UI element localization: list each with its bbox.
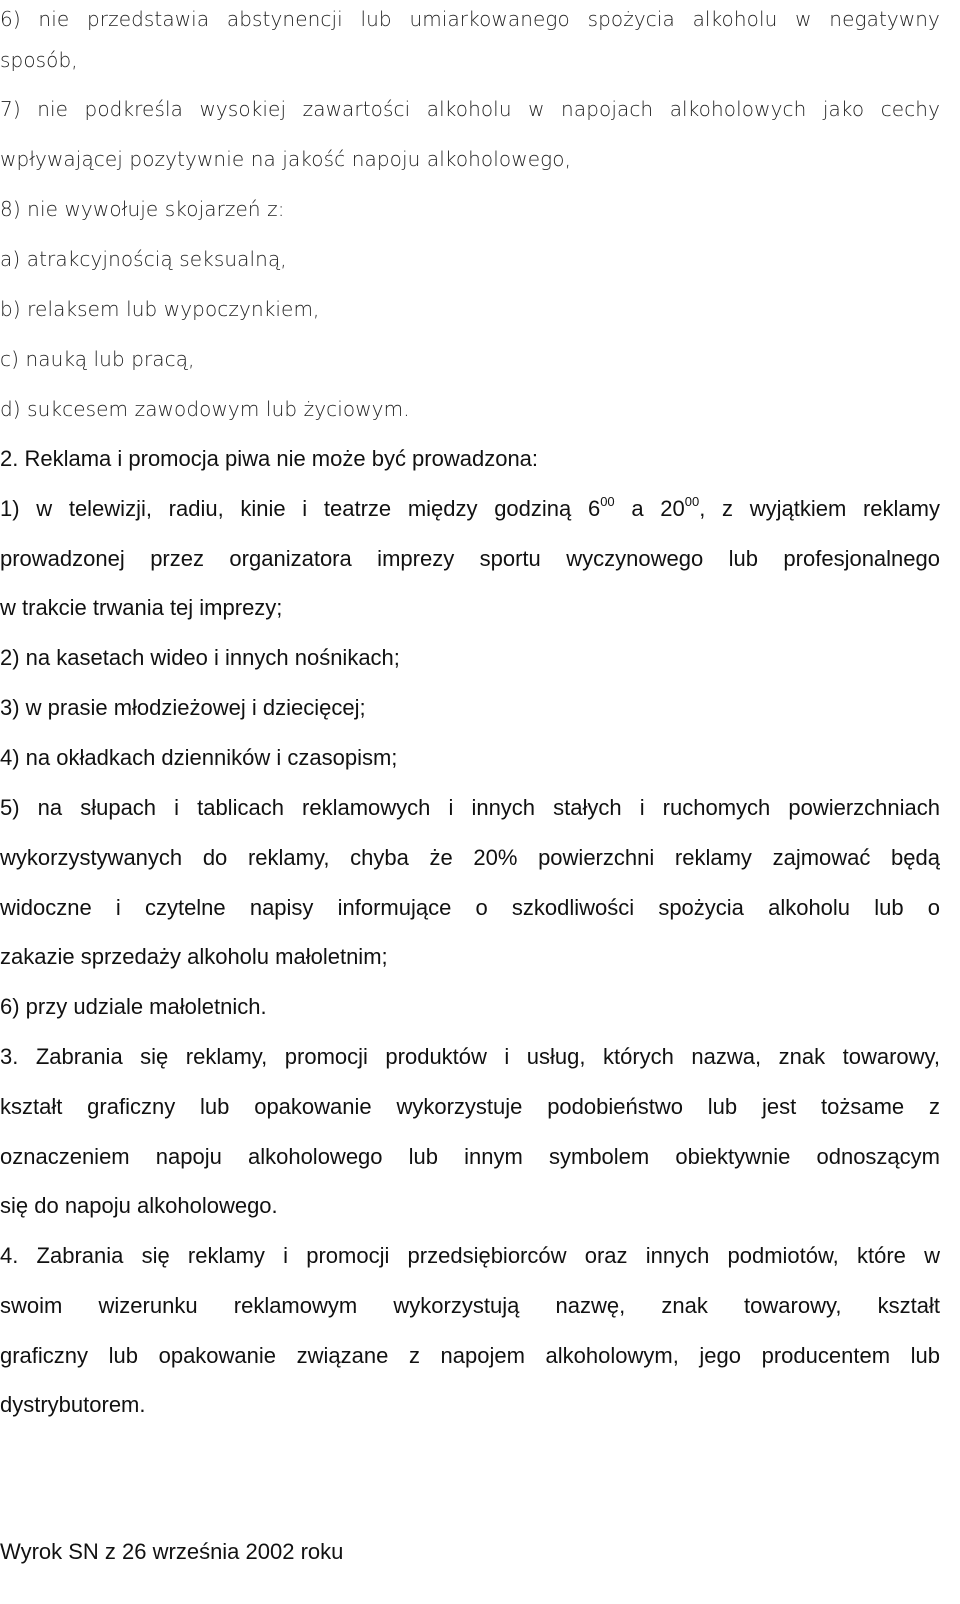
section-4-line: swoim wizerunku reklamowym wykorzystują nazwę, znak towarowy, kształt xyxy=(0,1293,940,1318)
section-2-line: w trakcie trwania tej imprezy; xyxy=(0,595,283,620)
list-item-continuation: wpływającej pozytywnie na jakość napoju alkoholowego, xyxy=(0,147,572,171)
section-4-line: 4. Zabrania się reklamy i promocji przedsiębiorców oraz innych podmiotów, które w xyxy=(0,1243,940,1268)
list-item-continuation: sposób, xyxy=(0,48,78,72)
item-1-sup-b: 00 xyxy=(684,493,700,509)
section-3-line: oznaczeniem napoju alkoholowego lub innym symbolem obiektywnie odnoszącym xyxy=(0,1144,940,1169)
item-1-text-c: , z wyjątkiem reklamy xyxy=(699,496,940,521)
section-3-line: 3. Zabrania się reklamy, promocji produktów i usług, których nazwa, znak towarowy, xyxy=(0,1044,940,1069)
section-2-item-3: 3) w prasie młodzieżowej i dziecięcej; xyxy=(0,695,366,720)
section-2-item-1 xyxy=(0,484,940,534)
item-1-sup-a: 00 xyxy=(600,493,615,509)
section-2-line: prowadzonej przez organizatora imprezy sportu wyczynowego lub profesjonalnego xyxy=(0,546,940,571)
section-4-line: graficzny lub opakowanie związane z napojem alkoholowym, jego producentem lub xyxy=(0,1343,940,1368)
section-4-line: dystrybutorem. xyxy=(0,1392,146,1417)
sub-list-item: a) atrakcyjnością seksualną, xyxy=(0,247,287,271)
section-2-item-6: 6) przy udziale małoletnich. xyxy=(0,994,267,1019)
section-2-heading: 2. Reklama i promocja piwa nie może być prowadzona: xyxy=(0,446,539,471)
item-1-text-b: a 20 xyxy=(614,496,685,521)
section-2-line: zakazie sprzedaży alkoholu małoletnim; xyxy=(0,944,388,969)
section-3-line: się do napoju alkoholowego. xyxy=(0,1193,278,1218)
item-1-text-a: 1) w telewizji, radiu, kinie i teatrze między godziną 6 xyxy=(0,496,601,521)
list-item: 7) nie podkreśla wysokiej zawartości alkoholu w napojach alkoholowych jako cechy xyxy=(0,97,940,121)
section-3-line: kształt graficzny lub opakowanie wykorzystuje podobieństwo lub jest tożsame z xyxy=(0,1094,940,1119)
section-2-item-4: 4) na okładkach dzienników i czasopism; xyxy=(0,745,398,770)
section-2-line: wykorzystywanych do reklamy, chyba że 20% powierzchni reklamy zajmować będą xyxy=(0,845,940,870)
list-item: 8) nie wywołuje skojarzeń z: xyxy=(0,197,285,221)
sub-list-item: d) sukcesem zawodowym lub życiowym. xyxy=(0,397,410,421)
sub-list-item: b) relaksem lub wypoczynkiem, xyxy=(0,297,320,321)
section-2-item-2: 2) na kasetach wideo i innych nośnikach; xyxy=(0,645,400,670)
section-2-item-5: 5) na słupach i tablicach reklamowych i innych stałych i ruchomych powierzchniach xyxy=(0,795,940,820)
sub-list-item: c) nauką lub pracą, xyxy=(0,347,195,371)
section-2-line: widoczne i czytelne napisy informujące o szkodliwości spożycia alkoholu lub o xyxy=(0,895,940,920)
footer-caption: Wyrok SN z 26 września 2002 roku xyxy=(0,1539,344,1564)
list-item: 6) nie przedstawia abstynencji lub umiarkowanego spożycia alkoholu w negatywny xyxy=(0,7,940,31)
